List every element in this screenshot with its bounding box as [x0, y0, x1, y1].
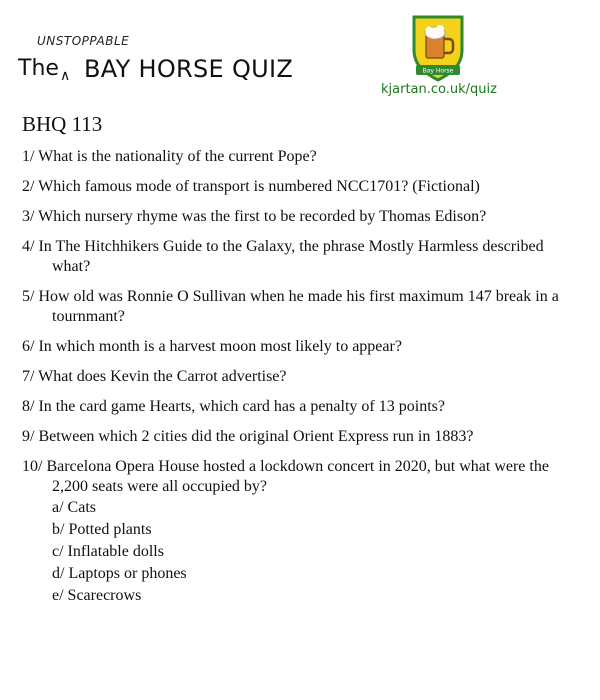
- question-10-options: [22, 497, 582, 607]
- quiz-header: [0, 0, 600, 110]
- site-url-link[interactable]: kjartan.co.uk/quiz: [381, 82, 497, 97]
- option-a: a/ Cats: [52, 499, 96, 516]
- tagline: UNSTOPPABLE: [37, 34, 130, 48]
- question-4: 4/ In The Hitchhikers Guide to the Galaxy, the phrase Mostly Harmless described what?: [22, 238, 544, 275]
- question-1: 1/ What is the nationality of the current Pope?: [22, 148, 317, 165]
- option-d: d/ Laptops or phones: [52, 565, 187, 582]
- option-b: b/ Potted plants: [52, 521, 152, 538]
- question-list: [22, 147, 582, 607]
- insertion-caret: ∧: [60, 68, 71, 84]
- question-6: 6/ In which month is a harvest moon most likely to appear?: [22, 338, 402, 355]
- question-3: 3/ Which nursery rhyme was the first to be recorded by Thomas Edison?: [22, 208, 487, 225]
- logo-banner-text: Bay Horse: [422, 67, 454, 75]
- question-9: 9/ Between which 2 cities did the original Orient Express run in 1883?: [22, 428, 474, 445]
- question-7: 7/ What does Kevin the Carrot advertise?: [22, 368, 287, 385]
- question-2: 2/ Which famous mode of transport is numbered NCC1701? (Fictional): [22, 178, 480, 195]
- question-5: 5/ How old was Ronnie O Sullivan when he made his first maximum 147 break in a tournmant?: [22, 288, 559, 325]
- brand-title: BAY HORSE QUIZ: [84, 55, 294, 83]
- question-10: 10/ Barcelona Opera House hosted a lockdown concert in 2020, but what were the 2,200 seats were all occupied by?: [22, 458, 549, 495]
- bay-horse-logo: [410, 14, 466, 84]
- option-c: c/ Inflatable dolls: [52, 543, 164, 560]
- option-e: e/ Scarecrows: [52, 587, 142, 604]
- brand-the: The: [18, 56, 59, 81]
- question-8: 8/ In the card game Hearts, which card has a penalty of 13 points?: [22, 398, 445, 415]
- quiz-id-heading: BHQ 113: [22, 112, 103, 136]
